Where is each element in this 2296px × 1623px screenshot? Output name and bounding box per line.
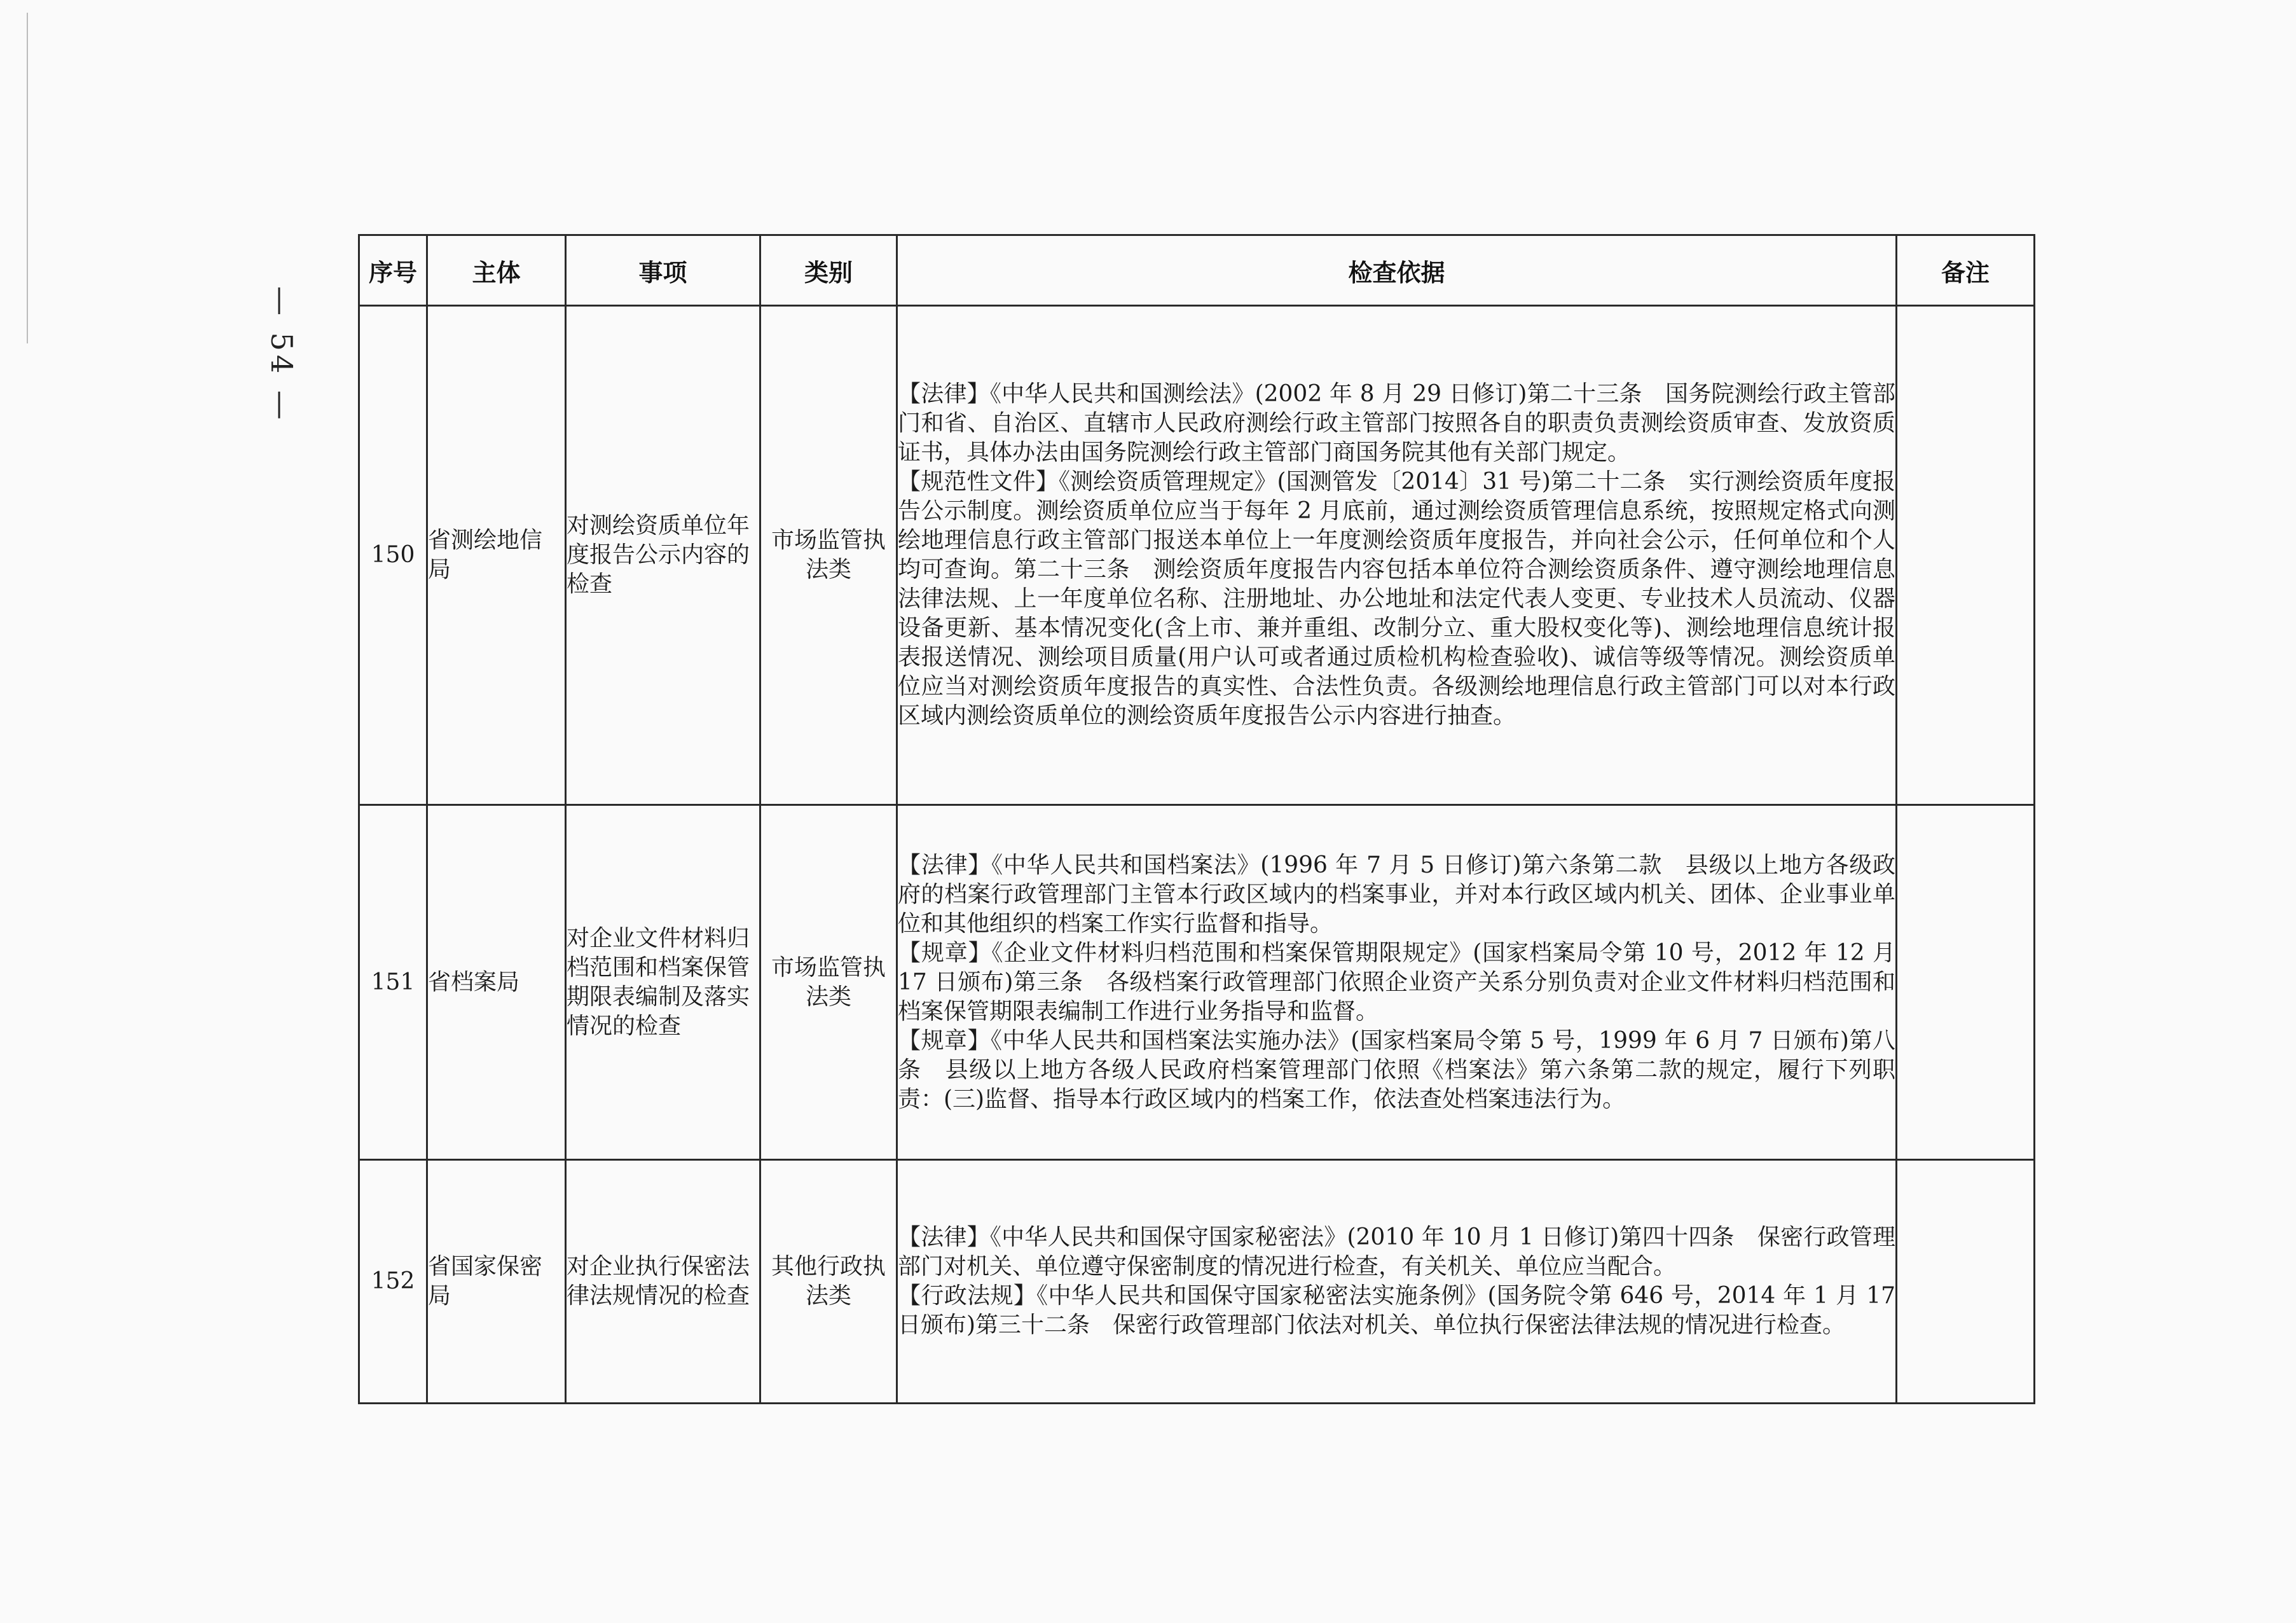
cell-seq: 151 (359, 805, 427, 1160)
header-remark: 备注 (1897, 235, 2035, 306)
table-row (359, 805, 2035, 1160)
cell-remark (1897, 1160, 2035, 1404)
basis-paragraph: 【法律】《中华人民共和国档案法》(1996 年 7 月 5 日修订)第六条第二款 县级以上地方各级政府的档案行政管理部门主管本行政区域内的档案事业，并对本行政区域内机关、团体、企业事业单位和其他组织的档案工作实行监督和指导。 (898, 852, 1895, 937)
header-basis: 检查依据 (897, 235, 1897, 306)
basis-paragraph: 【法律】《中华人民共和国测绘法》(2002 年 8 月 29 日修订)第二十三条 国务院测绘行政主管部门和省、自治区、直辖市人民政府测绘行政主管部门按照各自的职责负责测绘资质审查、发放资质证书，具体办法由国务院测绘行政主管部门商国务院其他有关部门规定。 (898, 381, 1895, 466)
table-row (359, 1160, 2035, 1404)
cell-category: 其他行政执法类 (760, 1160, 897, 1404)
basis-paragraph: 【行政法规】《中华人民共和国保守国家秘密法实施条例》(国务院令第 646 号，2014 年 1 月 17 日颁布)第三十二条 保密行政管理部门依法对机关、单位执行保密法律法规的情况进行检查。 (898, 1283, 1895, 1338)
cell-remark (1897, 805, 2035, 1160)
cell-item: 对企业文件材料归档范围和档案保管期限表编制及落实情况的检查 (566, 805, 760, 1160)
basis-paragraph: 【规范性文件】《测绘资质管理规定》(国测管发〔2014〕31 号)第二十二条 实行测绘资质年度报告公示制度。测绘资质单位应当于每年 2 月底前，通过测绘资质管理信息系统，按照规定格式向测绘地理信息行政主管部门报送本单位上一年度测绘资质年度报告，并向社会公示，任何单位和个人均可查询。第二十三条 测绘资质年度报告内容包括本单位符合测绘资质条件、遵守测绘地理信息法律法规、上一年度单位名称、注册地址、办公地址和法定代表人变更、专业技术人员流动、仪器设备更新、基本情况变化(含上市、兼并重组、改制分立、重大股权变化等)、测绘地理信息统计报表报送情况、测绘项目质量(用户认可或者通过质检机构检查验收)、诚信等级等情况。测绘资质单位应当对测绘资质年度报告的真实性、合法性负责。各级测绘地理信息行政主管部门可以对本行政区域内测绘资质单位的测绘资质年度报告公示内容进行抽查。 (898, 469, 1895, 729)
cell-org: 省档案局 (427, 805, 566, 1160)
cell-category: 市场监管执法类 (760, 805, 897, 1160)
inspection-table (358, 234, 2035, 1404)
cell-item: 对企业执行保密法律法规情况的检查 (566, 1160, 760, 1404)
left-margin-line (27, 13, 28, 343)
cell-remark (1897, 306, 2035, 805)
page-number: — 54 — (265, 286, 299, 424)
header-org: 主体 (427, 235, 566, 306)
cell-item: 对测绘资质单位年度报告公示内容的检查 (566, 306, 760, 805)
table-header-row (359, 235, 2035, 306)
basis-paragraph: 【法律】《中华人民共和国保守国家秘密法》(2010 年 10 月 1 日修订)第四十四条 保密行政管理部门对机关、单位遵守保密制度的情况进行检查，有关机关、单位应当配合。 (898, 1224, 1895, 1280)
cell-category: 市场监管执法类 (760, 306, 897, 805)
header-item: 事项 (566, 235, 760, 306)
header-category: 类别 (760, 235, 897, 306)
cell-org: 省测绘地信局 (427, 306, 566, 805)
cell-basis (897, 1160, 1897, 1404)
basis-paragraph: 【规章】《中华人民共和国档案法实施办法》(国家档案局令第 5 号，1999 年 6 月 7 日颁布)第八条 县级以上地方各级人民政府档案管理部门依照《档案法》第六条第二款的规定，履行下列职责：(三)监督、指导本行政区域内的档案工作，依法查处档案违法行为。 (898, 1027, 1895, 1112)
cell-basis (897, 805, 1897, 1160)
cell-basis (897, 306, 1897, 805)
basis-paragraph: 【规章】《企业文件材料归档范围和档案保管期限规定》(国家档案局令第 10 号，2012 年 12 月 17 日颁布)第三条 各级档案行政管理部门依照企业资产关系分别负责对企业文件材料归档范围和档案保管期限表编制工作进行业务指导和监督。 (898, 939, 1895, 1025)
cell-seq: 152 (359, 1160, 427, 1404)
cell-seq: 150 (359, 306, 427, 805)
cell-org: 省国家保密局 (427, 1160, 566, 1404)
header-seq: 序号 (359, 235, 427, 306)
table-row (359, 306, 2035, 805)
